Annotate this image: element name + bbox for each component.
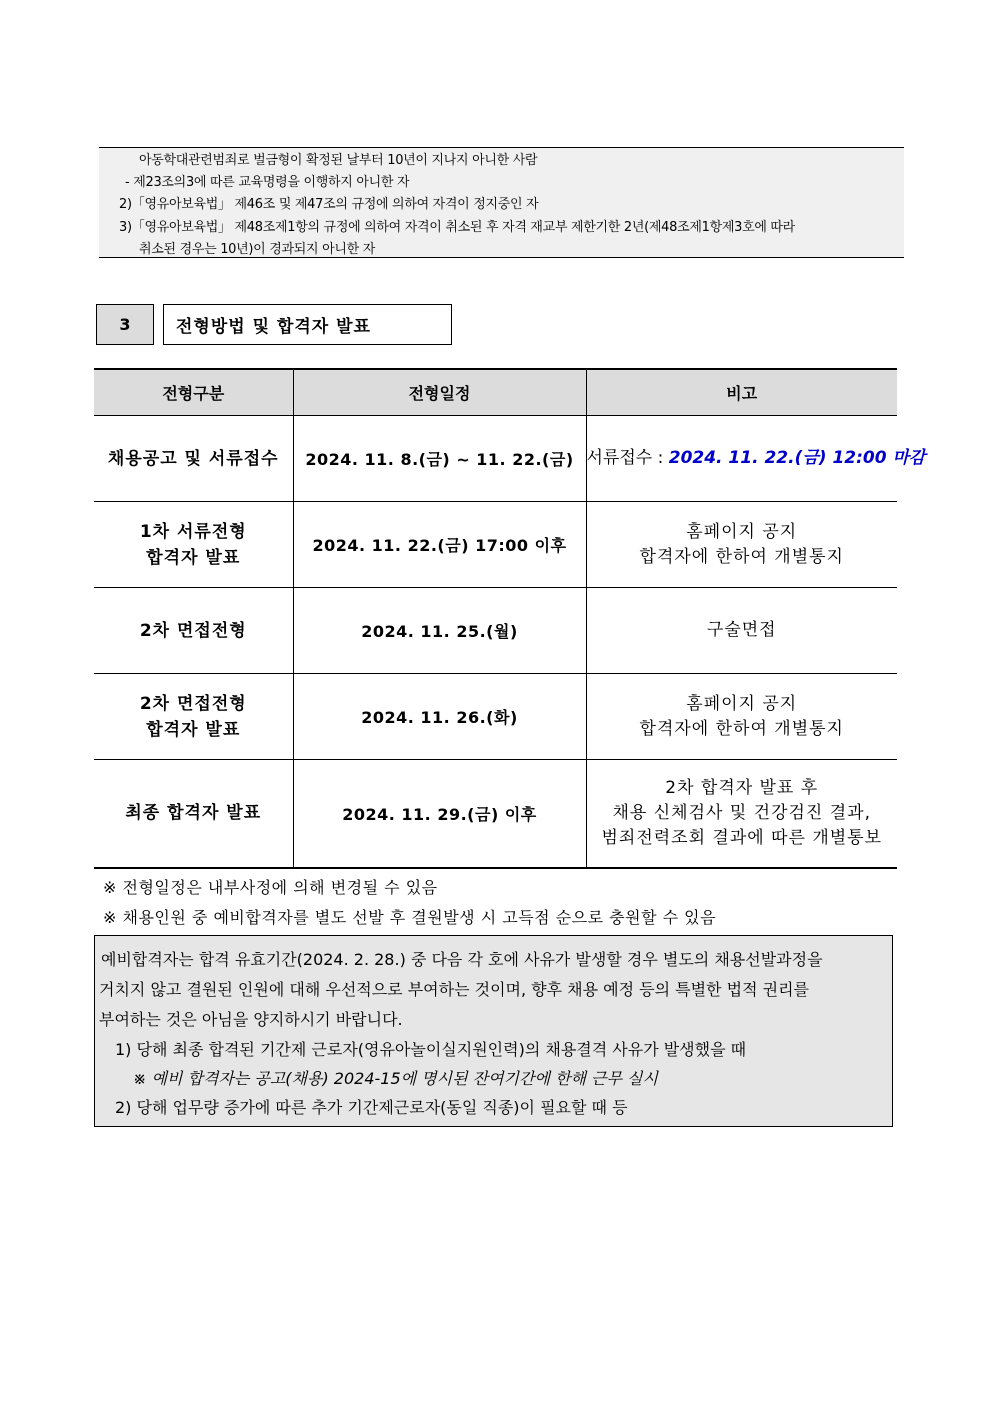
date-cell: 2024. 11. 26.(화) bbox=[293, 674, 586, 760]
table-row bbox=[94, 588, 897, 674]
stage-text: 1차 서류전형 bbox=[139, 521, 247, 542]
table-row bbox=[94, 674, 897, 760]
date-cell: 2024. 11. 22.(금) 17:00 이후 bbox=[293, 502, 586, 588]
deadline-highlight: 2024. 11. 22.(금) 12:00 마감 bbox=[668, 448, 926, 468]
note-text: 홈페이지 공지 bbox=[686, 693, 798, 714]
stage-cell bbox=[94, 760, 293, 868]
stage-cell bbox=[94, 416, 293, 502]
stage-cell bbox=[94, 588, 293, 674]
note-cell bbox=[586, 588, 897, 674]
stage-cell bbox=[94, 674, 293, 760]
note-text: 홈페이지 공지 bbox=[686, 521, 798, 542]
disqualification-line: 2)「영유아보육법」 제46조 및 제47조의 규정에 의하여 자격이 정지중인 자 bbox=[119, 197, 539, 212]
section-number: 3 bbox=[96, 304, 154, 345]
note-text: 2차 합격자 발표 후 bbox=[665, 777, 819, 798]
stage-text: 최종 합격자 발표 bbox=[125, 803, 262, 824]
header-date: 전형일정 bbox=[293, 369, 586, 416]
reserve-line: 1) 당해 최종 합격된 기간제 근로자(영유아놀이실지원인력)의 채용결격 사유가 발생했을 때 bbox=[115, 1040, 747, 1059]
header-note: 비고 bbox=[586, 369, 897, 416]
date-cell: 2024. 11. 29.(금) 이후 bbox=[293, 760, 586, 868]
disqualification-line: - 제23조의3에 따른 교육명령을 이행하지 아니한 자 bbox=[125, 175, 410, 190]
table-row bbox=[94, 416, 897, 502]
note-cell bbox=[586, 760, 897, 868]
note-text: 합격자에 한하여 개별통지 bbox=[639, 718, 844, 739]
reserve-candidate-box bbox=[94, 935, 893, 1127]
reserve-candidate-note: ※ 채용인원 중 예비합격자를 별도 선발 후 결원발생 시 고득점 순으로 충원할 수 있음 bbox=[103, 908, 717, 927]
stage-text: 합격자 발표 bbox=[146, 719, 241, 740]
disqualification-line: 취소된 경우는 10년)이 경과되지 아니한 자 bbox=[139, 242, 376, 257]
reserve-line: 예비합격자는 합격 유효기간(2024. 2. 28.) 중 다음 각 호에 사유가 발생할 경우 별도의 채용선발과정을 bbox=[101, 950, 823, 969]
section-title: 전형방법 및 합격자 발표 bbox=[163, 304, 452, 345]
stage-text: 2차 면접전형 bbox=[139, 620, 247, 641]
reserve-line: 2) 당해 업무량 증가에 따른 추가 기간제근로자(동일 직종)이 필요할 때 등 bbox=[115, 1098, 628, 1117]
note-text: 구술면접 bbox=[706, 620, 777, 640]
stage-cell bbox=[94, 502, 293, 588]
note-cell bbox=[586, 674, 897, 760]
schedule-change-note: ※ 전형일정은 내부사정에 의해 변경될 수 있음 bbox=[103, 878, 438, 897]
reserve-line: 거치지 않고 결원된 인원에 대해 우선적으로 부여하는 것이며, 향후 채용 예정 등의 특별한 법적 권리를 bbox=[99, 980, 809, 999]
stage-text: 합격자 발표 bbox=[146, 547, 241, 568]
date-cell: 2024. 11. 25.(월) bbox=[293, 588, 586, 674]
disqualification-box bbox=[99, 147, 904, 258]
note-cell bbox=[586, 416, 926, 502]
note-prefix: 서류접수 : bbox=[586, 448, 669, 468]
note-text: 범죄전력조회 결과에 따른 개별통보 bbox=[601, 827, 883, 848]
note-text: 합격자에 한하여 개별통지 bbox=[639, 546, 844, 567]
schedule-table bbox=[94, 368, 926, 869]
header-stage: 전형구분 bbox=[94, 369, 293, 416]
note-cell bbox=[586, 502, 897, 588]
disqualification-line: 아동학대관련범죄로 벌금형이 확정된 날부터 10년이 지나지 아니한 사람 bbox=[139, 153, 538, 168]
disqualification-line: 3)「영유아보육법」 제48조제1항의 규정에 의하여 자격이 취소된 후 자격 재교부 제한기한 2년(제48조제1항제3호에 따라 bbox=[119, 220, 795, 235]
table-header-row bbox=[94, 369, 897, 416]
reserve-line: ※ 예비 합격자는 공고(채용) 2024-15에 명시된 잔여기간에 한해 근무 실시 bbox=[133, 1069, 658, 1088]
table-row bbox=[94, 502, 897, 588]
reserve-line: 부여하는 것은 아님을 양지하시기 바랍니다. bbox=[99, 1010, 403, 1029]
table-row bbox=[94, 760, 897, 868]
stage-text: 채용공고 및 서류접수 bbox=[107, 448, 279, 469]
stage-text: 2차 면접전형 bbox=[139, 693, 247, 714]
date-cell: 2024. 11. 8.(금) ~ 11. 22.(금) bbox=[293, 416, 586, 502]
note-text: 채용 신체검사 및 건강검진 결과, bbox=[612, 802, 871, 823]
